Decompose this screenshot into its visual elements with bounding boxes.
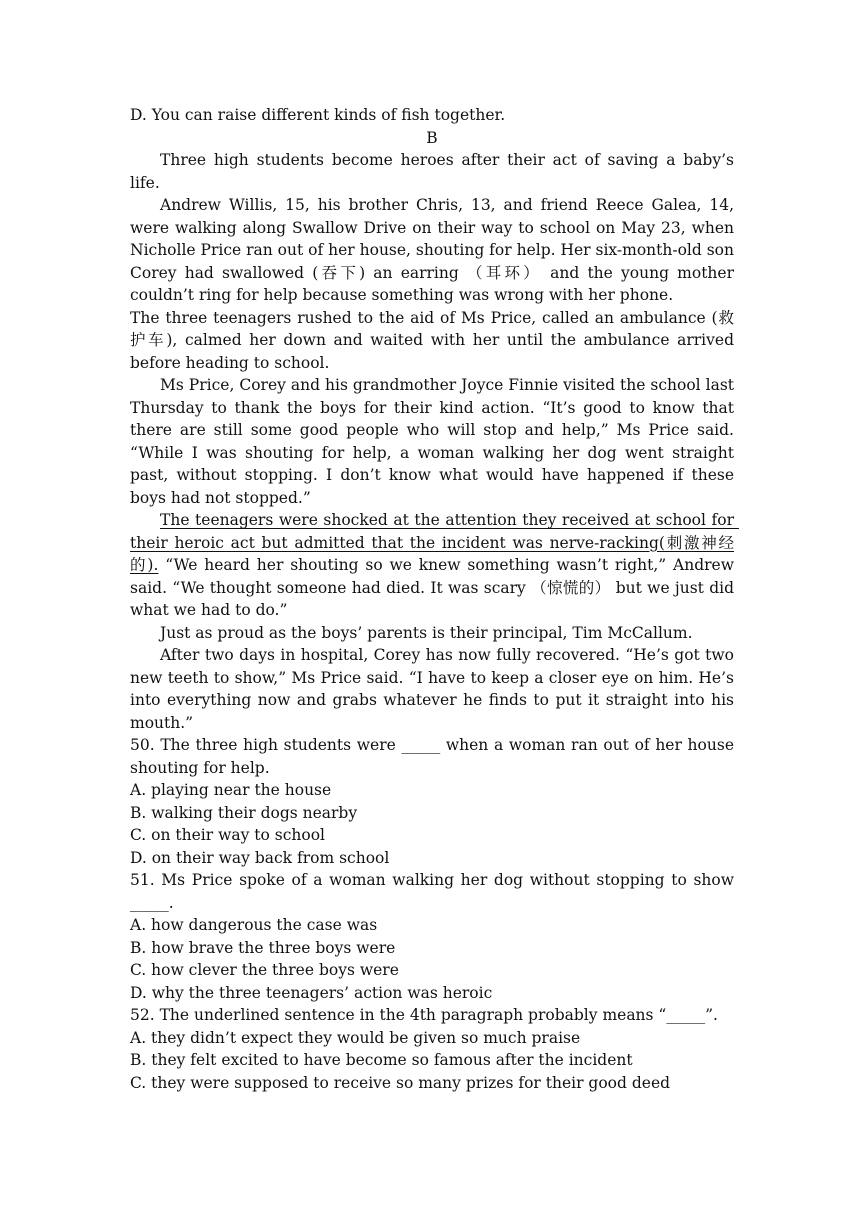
question-51-stem: 51. Ms Price spoke of a woman walking her dog without stopping to show _____. [130, 871, 739, 912]
question-50-stem: 50. The three high students were _____ when a woman ran out of her house shouting for help. [130, 736, 739, 777]
previous-option-d: D. You can raise different kinds of fish together. [130, 106, 506, 124]
passage-paragraph-1: Three high students become heroes after their act of saving a baby’s life. [130, 151, 739, 192]
passage-paragraph-6: After two days in hospital, Corey has now fully recovered. “He’s got two new teeth to show,” Ms Price said. “I have to keep a closer eye on him. He’s into everything now and grabs whatever he finds to put it straight into his mouth.” [130, 646, 739, 732]
section-label: B [426, 128, 438, 147]
question-51-option-c: C. how clever the three boys were [130, 961, 399, 979]
paragraph-4-rest: “We heard her shouting so we knew something wasn’t right,” Andrew said. “We thought someone had died. It was scary （惊慌的） but we just did what we had to do.” [130, 556, 739, 619]
question-50-option-c: C. on their way to school [130, 826, 325, 844]
passage-paragraph-4 [130, 509, 739, 622]
question-52-option-c: C. they were supposed to receive so many prizes for their good deed [130, 1073, 671, 1092]
passage-paragraph-2: Andrew Willis, 15, his brother Chris, 13, and friend Reece Galea, 14, were walking along Swallow Drive on their way to school on May 23, when Nicholle Price ran out of her house, shouting for help. Her six-month-old son Corey had swallowed (吞下) an earring （耳环） and the young mother couldn’t ring for help because something was wrong with her phone. [130, 196, 739, 304]
question-52-stem: 52. The underlined sentence in the 4th paragraph probably means “_____”. [130, 1006, 718, 1024]
question-50-option-a: A. playing near the house [130, 781, 332, 799]
passage-paragraph-3: Ms Price, Corey and his grandmother Joyce Finnie visited the school last Thursday to thank the boys for their kind action. “It’s good to know that there are still some good people who will stop and help,” Ms Price said. “While I was shouting for help, a woman walking her dog went straight past, without stopping. I don’t know what would have happened if these boys had not stopped.” [130, 376, 739, 507]
passage-paragraph-2-continued: The three teenagers rushed to the aid of Ms Price, called an ambulance (救护车), calmed her down and waited with her until the ambulance arrived before heading to school. [130, 308, 739, 372]
passage-paragraph-5: Just as proud as the boys’ parents is their principal, Tim McCallum. [160, 623, 693, 642]
question-52-option-b: B. they felt excited to have become so famous after the incident [130, 1051, 633, 1069]
underlined-sentence: The teenagers were shocked at the attention they received at school for their heroic act but admitted that the incident was nerve-racking(刺激神经的). [130, 511, 739, 574]
question-50-option-d: D. on their way back from school [130, 848, 390, 867]
document-page [130, 104, 739, 1094]
question-51-option-b: B. how brave the three boys were [130, 938, 396, 957]
question-50-option-b: B. walking their dogs nearby [130, 803, 358, 822]
question-51-option-a: A. how dangerous the case was [130, 916, 378, 934]
question-52-option-a: A. they didn’t expect they would be given so much praise [130, 1028, 581, 1047]
question-51-option-d: D. why the three teenagers’ action was heroic [130, 983, 493, 1002]
